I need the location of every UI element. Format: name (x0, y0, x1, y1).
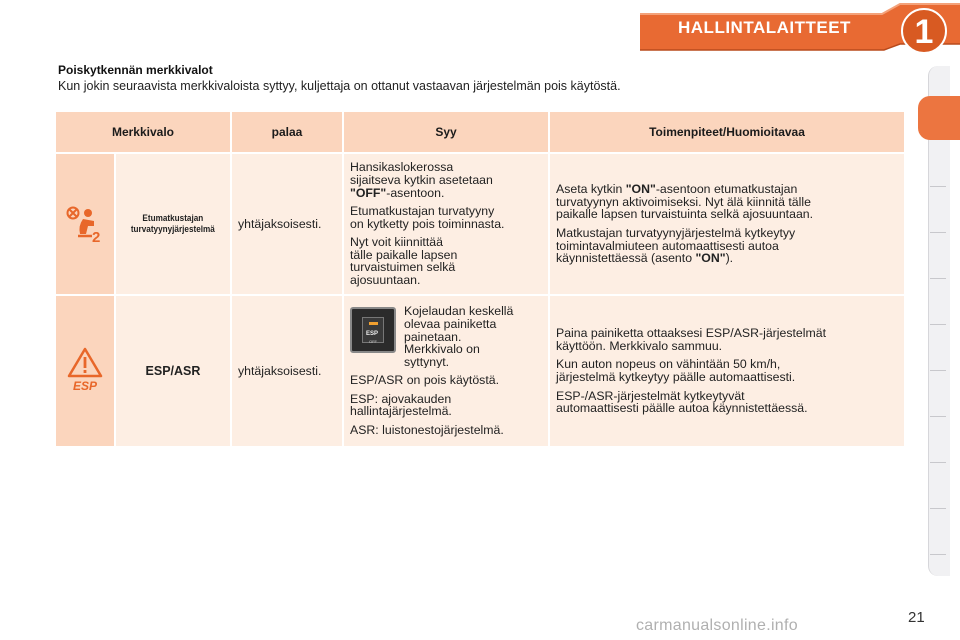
text-line: ESP-/ASR-järjestelmät kytkeytyvät (556, 388, 745, 403)
text-line: hallintajärjestelmä. (350, 404, 452, 419)
warning-light-cell (56, 154, 114, 294)
thumb-tab-divider (930, 508, 946, 509)
column-header: palaa (232, 112, 342, 152)
syy-paragraph (350, 161, 542, 199)
warning-light-name-line: turvatyynyjärjestelmä (130, 224, 216, 235)
warning-light-name (131, 213, 215, 235)
text-line: Paina painiketta ottaaksesi ESP/ASR-järjestelmät (556, 326, 826, 341)
text-fragment: käynnistettäessä (asento (556, 251, 696, 266)
text-line: sijaitseva kytkin asetetaan (350, 172, 493, 187)
section-title: Poiskytkennän merkkivalot (58, 63, 213, 77)
thumb-tab-divider (930, 232, 946, 233)
emphasis-value: "ON" (695, 251, 726, 266)
thumb-tab-divider (930, 462, 946, 463)
palaa-cell (232, 154, 342, 294)
syy-paragraph (350, 305, 542, 368)
toimenpiteet-paragraph (556, 390, 898, 415)
toimenpiteet-paragraph (556, 327, 898, 352)
syy-cell (344, 296, 548, 446)
syy-paragraph (350, 205, 542, 230)
toimenpiteet-paragraph (556, 358, 898, 383)
text-line: turvaistuimen selkä (350, 260, 456, 275)
warning-light-name-line: Etumatkustajan (142, 213, 204, 224)
esp-button-led (369, 322, 378, 325)
text-line: syttynyt. (404, 354, 450, 369)
text-line: ESP/ASR on pois käytöstä. (350, 373, 500, 388)
text-line: turvatyynyn aktivoimiseksi. Nyt älä kiinnitä tälle (556, 194, 811, 209)
palaa-value: yhtäjaksoisesti. (238, 216, 322, 231)
esp-button-label: ESP (366, 331, 379, 338)
toimenpiteet-cell (550, 154, 904, 294)
esp-warning-icon (66, 346, 104, 392)
thumb-tab-divider (930, 554, 946, 555)
text-fragment: -asentoon. (386, 185, 445, 200)
text-line: järjestelmä kytkeytyy päälle automaattisesti. (556, 370, 796, 384)
esp-button-face (362, 317, 384, 343)
text-line: ajosuuntaan. (350, 273, 421, 288)
text-line: käyttöön. Merkkivalo sammuu. (556, 338, 723, 353)
text-line: Matkustajan turvatyynyjärjestelmä kytkeytyy (556, 226, 796, 240)
text-line: ESP: ajovakauden (350, 391, 452, 406)
text-line: painetaan. (404, 329, 462, 344)
text-line: ASR: luistonestojärjestelmä. (350, 423, 504, 438)
esp-button-sublabel: OFF (369, 339, 377, 345)
thumb-tab-divider (930, 370, 946, 371)
toimenpiteet-cell (550, 296, 904, 446)
emphasis-value: "ON" (625, 182, 656, 197)
text-line: Kun auton nopeus on vähintään 50 km/h, (556, 357, 781, 372)
text-line (556, 252, 898, 265)
esp-off-button-icon (350, 307, 396, 353)
section-intro: Kun jokin seuraavista merkkivaloista syttyy, kuljettaja on ottanut vastaavan järjestelmän pois käytöstä. (58, 79, 621, 93)
syy-paragraph (350, 424, 542, 437)
svg-text:2: 2 (92, 229, 101, 246)
text-fragment: ). (725, 251, 734, 266)
syy-paragraph (350, 393, 542, 418)
emphasis-value: "OFF" (350, 185, 387, 200)
palaa-cell (232, 296, 342, 446)
text-line: tälle paikalle lapsen (350, 247, 458, 262)
thumb-tab-divider (930, 324, 946, 325)
syy-cell (344, 154, 548, 294)
warning-light-name: ESP/ASR (145, 363, 201, 378)
toimenpiteet-paragraph (556, 227, 898, 265)
text-line: olevaa painiketta (404, 316, 497, 331)
thumb-index-strip (928, 66, 950, 576)
text-line: automaattisesti päälle autoa käynnistettäessä. (556, 401, 808, 416)
watermark: carmanualsonline.info (636, 617, 798, 634)
passenger-airbag-off-icon (64, 204, 106, 246)
thumb-tab-divider (930, 186, 946, 187)
warning-light-name-cell (116, 154, 230, 294)
text-line (556, 183, 898, 196)
warning-light-name-cell (116, 296, 230, 446)
column-header: Toimenpiteet/Huomioitavaa (550, 112, 904, 152)
syy-paragraph (350, 236, 542, 286)
text-line: paikalle lapsen turvaistuinta selkä ajosuuntaan. (556, 207, 814, 222)
thumb-tab-divider (930, 278, 946, 279)
warning-light-cell (56, 296, 114, 446)
table-row (56, 296, 904, 446)
esp-icon-label: ESP (72, 379, 98, 392)
text-fragment: Aseta kytkin (556, 182, 626, 197)
table-header-row (56, 112, 904, 152)
column-header: Syy (344, 112, 548, 152)
thumb-tab-divider (930, 416, 946, 417)
text-fragment: -asentoon etumatkustajan (655, 182, 798, 197)
text-line: on kytketty pois toiminnasta. (350, 216, 505, 231)
text-line: toimintavalmiuteen automaattisesti autoa (556, 238, 779, 253)
chapter-title: HALLINTALAITTEET (678, 18, 851, 37)
chapter-number: 1 (914, 13, 934, 51)
column-header: Merkkivalo (56, 112, 230, 152)
page-number: 21 (908, 609, 925, 626)
table-row (56, 154, 904, 294)
palaa-value: yhtäjaksoisesti. (238, 363, 322, 378)
thumb-tab-active[interactable] (918, 96, 960, 140)
text-line: Etumatkustajan turvatyyny (350, 204, 495, 219)
toimenpiteet-paragraph (556, 183, 898, 221)
syy-paragraph (350, 374, 542, 387)
text-line: Kojelaudan keskellä (404, 305, 514, 319)
text-line: Hansikaslokerossa (350, 160, 454, 175)
text-line: Merkkivalo on (404, 342, 480, 357)
text-line: Nyt voit kiinnittää (350, 235, 443, 250)
text-line (350, 187, 542, 200)
